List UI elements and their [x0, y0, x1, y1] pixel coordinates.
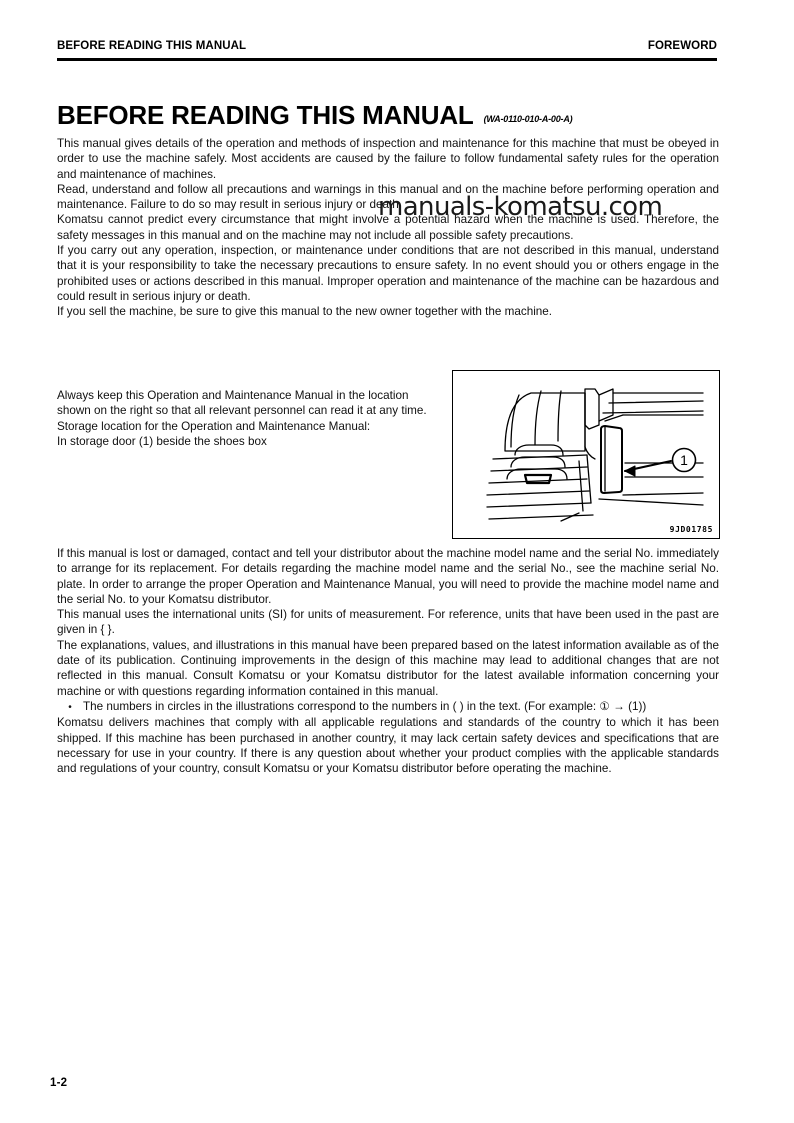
- header-section-title: BEFORE READING THIS MANUAL: [57, 40, 247, 52]
- storage-paragraph-1: Always keep this Operation and Maintenance Manual in the location shown on the right so that all relevant personnel can read it at any time.: [57, 389, 427, 418]
- lower-text-block: [57, 546, 719, 776]
- lower-paragraph-3: The explanations, values, and illustrations in this manual have been prepared based on the latest information available as of the date of its publication. Continuing improvements in the design of this machine may lead to additional changes that are not reflected in this manual. Consult Komatsu or your Komatsu distributor for the latest available information concerning your machine or with questions regarding information contained in this manual.: [57, 638, 719, 698]
- lower-paragraph-2: This manual uses the international units (SI) for units of measurement. For reference, units that have been used in the past are given in { }.: [57, 608, 719, 637]
- intro-paragraph-1: This manual gives details of the operation and methods of inspection and maintenance for this machine that must be obeyed in order to use the machine safely. Most accidents are caused by the failure to follow fundamental safety rules for the operation and maintenance of machines.: [57, 137, 719, 181]
- intro-paragraph-3: Komatsu cannot predict every circumstance that might involve a potential hazard when the machine is used. Therefore, the safety messages in this manual and on the machine may not include all possible safety precautions.: [57, 213, 719, 242]
- page-title: BEFORE READING THIS MANUAL: [57, 100, 474, 130]
- storage-location-figure: [452, 370, 720, 539]
- header-chapter-title: FOREWORD: [647, 40, 717, 52]
- intro-paragraph-5: If you sell the machine, be sure to give this manual to the new owner together with the machine.: [57, 305, 553, 319]
- intro-paragraph-2: Read, understand and follow all precautions and warnings in this manual and on the machine before performing operation and maintenance. Failure to do so may result in serious injury or death.: [57, 182, 719, 212]
- lower-paragraph-1: If this manual is lost or damaged, contact and tell your distributor about the machine model name and the serial No. immediately to arrange for its replacement. For details regarding the machine model name and the serial No., see the machine serial No. plate. In order to arrange the proper Operation and Maintenance Manual, you will need to provide the machine model name and the serial No. to your Komatsu distributor.: [57, 547, 719, 606]
- storage-paragraph-3: In storage door (1) beside the shoes box: [57, 434, 267, 448]
- lower-paragraph-4: Komatsu delivers machines that comply with all applicable regulations and standards of the country to which it has been shipped. If this machine has been purchased in another country, it may lack certain safety devices and specifications that are necessary for use in your country. If there is any question about whether your product complies with the applicable standards and regulations of your country, consult Komatsu or your Komatsu distributor before operating the machine.: [57, 716, 719, 776]
- svg-text:1: 1: [680, 452, 688, 468]
- page-number: 1-2: [50, 1077, 68, 1089]
- figure-code-label: 9JD01785: [669, 525, 713, 534]
- intro-text-block: [57, 136, 719, 320]
- header-divider-rule: [57, 58, 717, 61]
- bullet-marker-icon: •: [68, 701, 72, 713]
- storage-paragraph-2: Storage location for the Operation and Maintenance Manual:: [57, 419, 371, 433]
- page-title-row: [57, 100, 572, 131]
- storage-text-block: [57, 388, 437, 449]
- figure-callout-1: [673, 449, 696, 472]
- running-header: [57, 40, 717, 52]
- site-watermark: manuals-komatsu.com: [378, 192, 663, 222]
- page-title-code: (WA-0110-010-A-00-A): [483, 114, 573, 124]
- intro-paragraph-4: If you carry out any operation, inspection, or maintenance under conditions that are not described in this manual, understand that it is your responsibility to take the necessary precautions to ensure safety. In no event should you or others engage in the prohibited uses or actions described in this manual. Improper operation and maintenance of the machine can be hazardous and could result in serious injury or death.: [57, 244, 719, 303]
- bullet-item-circled-numbers: [57, 699, 719, 715]
- bullet-item-text: The numbers in circles in the illustrations correspond to the numbers in ( ) in the text. (For example: ① → (1)): [83, 699, 647, 713]
- cab-interior-line-drawing: [453, 371, 716, 535]
